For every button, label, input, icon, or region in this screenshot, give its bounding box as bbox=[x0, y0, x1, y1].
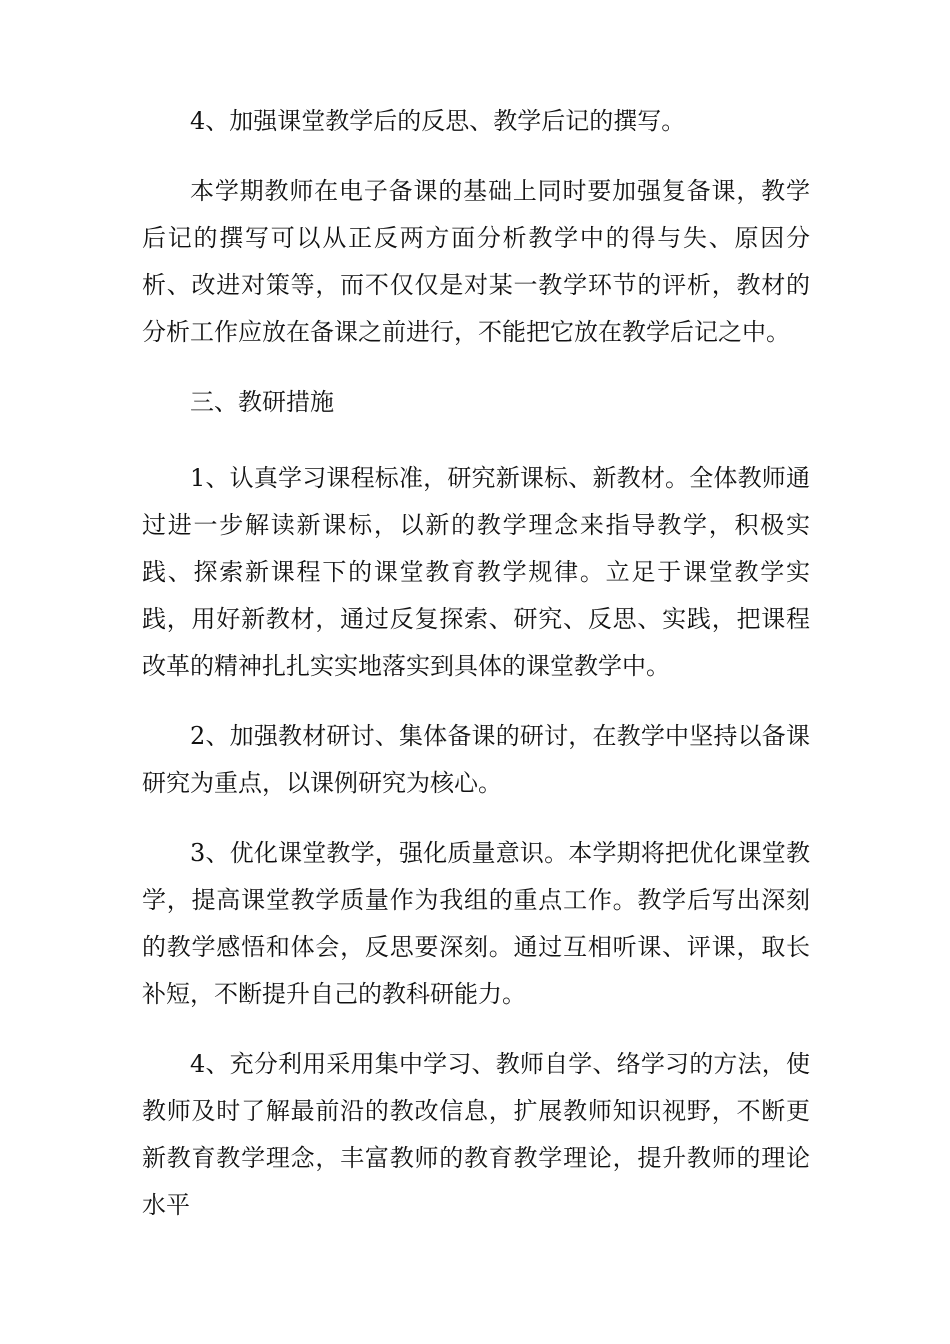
paragraph-reflection-heading: 4、加强课堂教学后的反思、教学后记的撰写。 bbox=[190, 107, 686, 135]
paragraph-measure-1: 1、认真学习课程标准，研究新课标、新教材。全体教师通过进一步解读新课标，以新的教学理念来指导教学，积极实践、探索新课程下的课堂教育教学规律。立足于课堂教学实践，用好新教材，通过反复探索、研究、反思、实践，把课程改革的精神扎扎实实地落实到具体的课堂教学中。 bbox=[142, 464, 810, 680]
paragraph-measure-4: 4、充分利用采用集中学习、教师自学、络学习的方法，使教师及时了解最前沿的教改信息，扩展教师知识视野，不断更新教育教学理念，丰富教师的教育教学理论，提升教师的理论水平 bbox=[142, 1050, 810, 1219]
paragraph-measure-3: 3、优化课堂教学，强化质量意识。本学期将把优化课堂教学，提高课堂教学质量作为我组的重点工作。教学后写出深刻的教学感悟和体会，反思要深刻。通过互相听课、评课，取长补短，不断提升自己的教科研能力。 bbox=[142, 839, 810, 1008]
document-body bbox=[142, 98, 810, 1252]
paragraph-measure-2: 2、加强教材研讨、集体备课的研讨，在教学中坚持以备课研究为重点，以课例研究为核心。 bbox=[142, 722, 810, 797]
section-heading-research-measures: 三、教研措施 bbox=[190, 388, 334, 416]
paragraph-reflection-body: 本学期教师在电子备课的基础上同时要加强复备课，教学后记的撰写可以从正反两方面分析教学中的得与失、原因分析、改进对策等，而不仅仅是对某一教学环节的评析，教材的分析工作应放在备课之前进行，不能把它放在教学后记之中。 bbox=[142, 177, 810, 346]
